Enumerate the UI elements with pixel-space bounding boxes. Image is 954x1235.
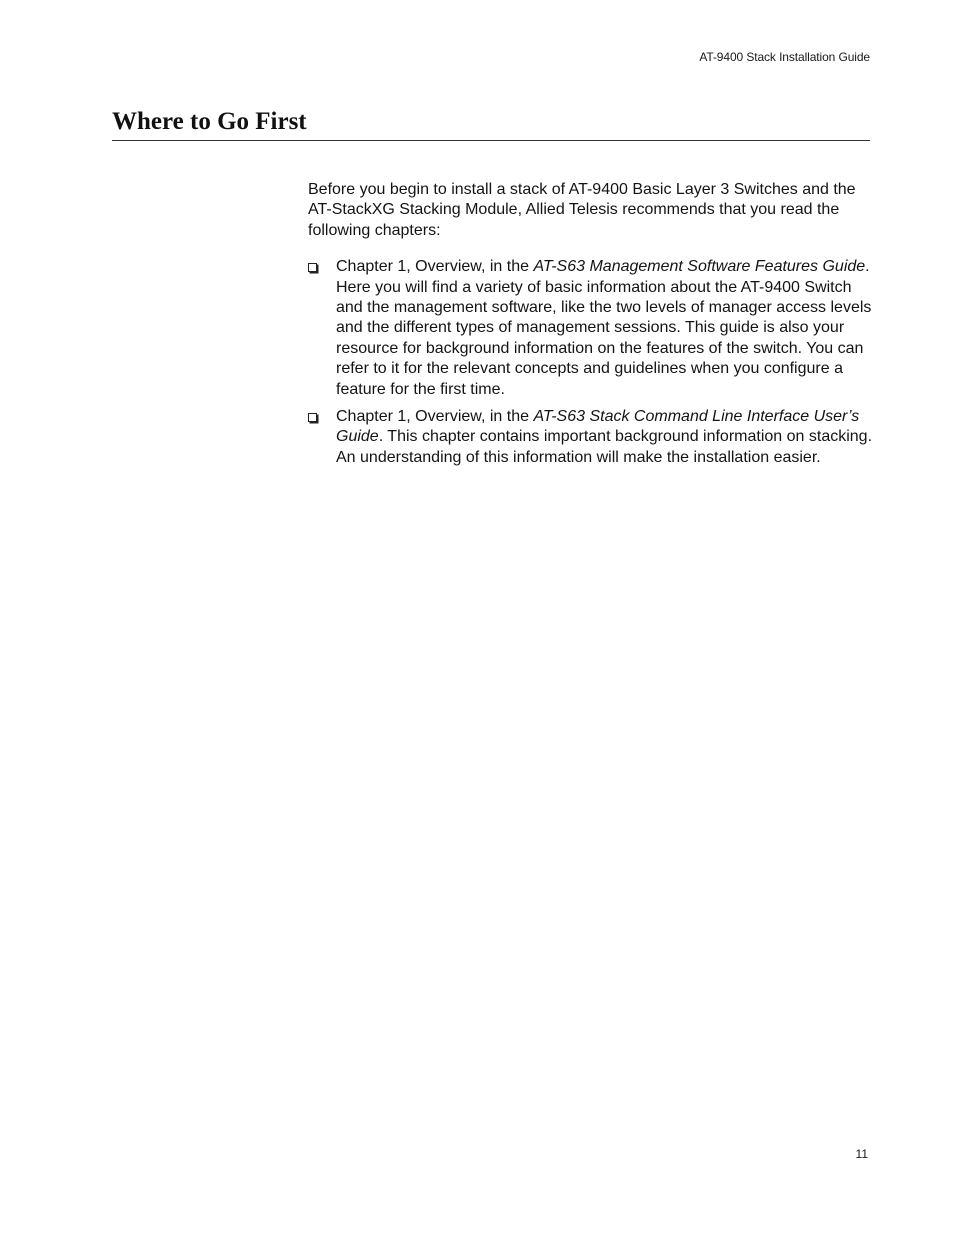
running-header: AT-9400 Stack Installation Guide — [699, 50, 870, 64]
section-title: Where to Go First — [112, 108, 307, 135]
chapter-list — [308, 257, 873, 468]
section-body — [308, 180, 873, 475]
list-item-body: . Here you will find a variety of basic information about the AT-9400 Switch and the management software, like the two levels of manager access levels and the different types of management sessions. This guide is also your resource for background information on the features of the switch. You can refer to it for the relevant concepts and guidelines when you configure a feature for the first time. — [336, 258, 872, 398]
list-item — [308, 407, 873, 468]
list-item-prefix: Chapter 1, Overview, in the — [336, 258, 534, 276]
list-item-prefix: Chapter 1, Overview, in the — [336, 408, 534, 426]
checkbox-bullet-icon — [308, 263, 317, 272]
document-title: AT-S63 Management Software Features Guide — [533, 258, 866, 276]
title-rule — [112, 140, 870, 141]
document-title: AT-S63 Stack Command Line Interface User’s Guide — [336, 408, 860, 446]
page-number: 11 — [855, 1147, 868, 1161]
list-item-text — [336, 408, 872, 466]
intro-paragraph: Before you begin to install a stack of AT-9400 Basic Layer 3 Switches and the AT-StackXG Stacking Module, Allied Telesis recommends that you read the following chapters: — [308, 181, 856, 239]
checkbox-bullet-icon — [308, 413, 317, 422]
list-item-text — [336, 258, 871, 397]
list-item — [308, 257, 873, 400]
list-item-body: . This chapter contains important background information on stacking. An understanding of this information will make the installation easier. — [336, 428, 873, 466]
